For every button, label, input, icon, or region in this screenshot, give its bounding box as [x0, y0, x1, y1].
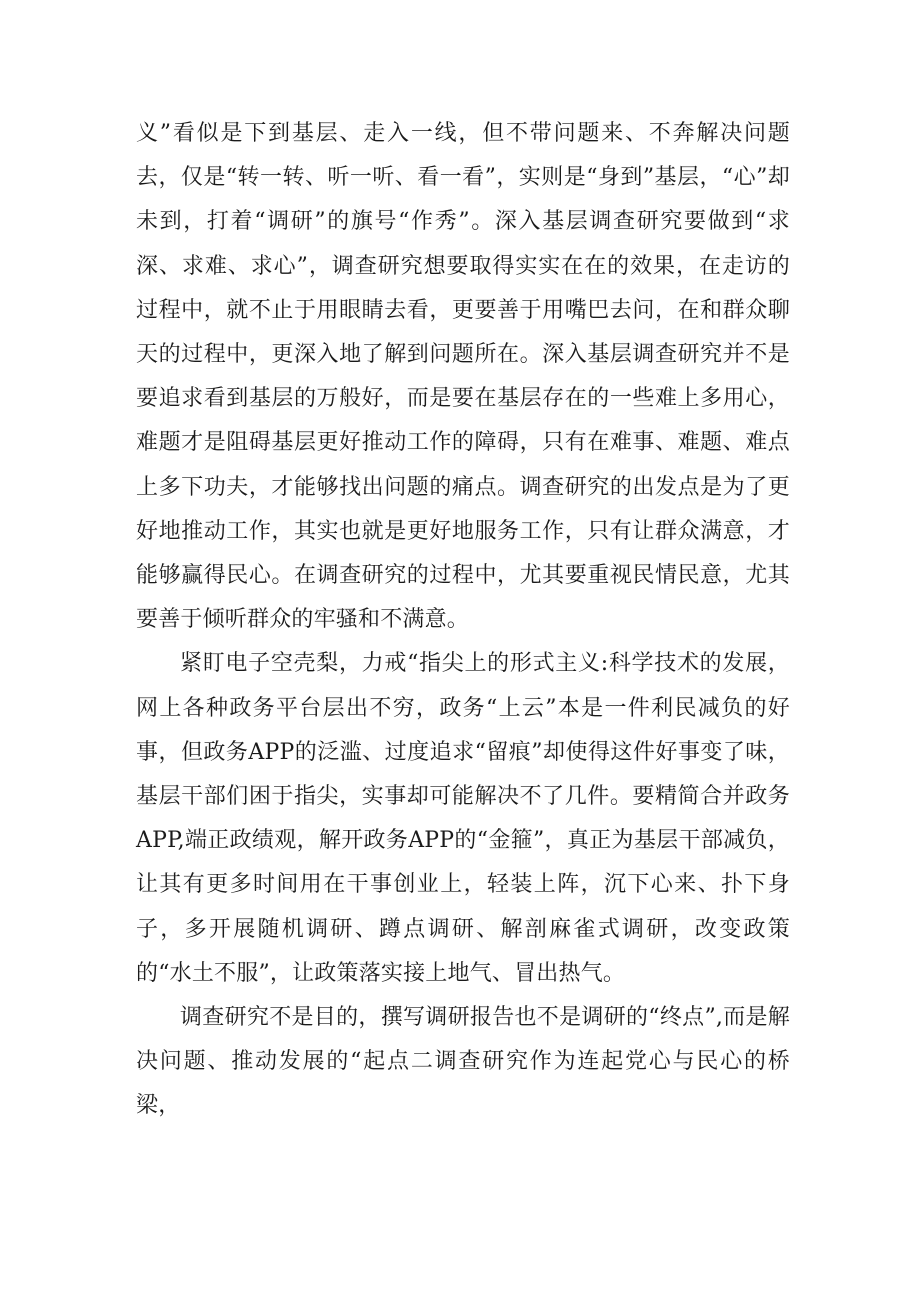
paragraph-2: 紧盯电子空壳梨，力戒“指尖上的形式主义:科学技术的发展，网上各种政务平台层出不穷，政务“上云”本是一件利民减负的好事，但政务APP的泛滥、过度追求“留痕”却使得这件好事变了味，基层干部们困于指尖，实事却可能解决不了几件。要精简合并政务APP,端正政绩观，解开政务APP的“金箍”，真正为基层干部减负，让其有更多时间用在干事创业上，轻装上阵，沉下心来、扑下身子，多开展随机调研、蹲点调研、解剖麻雀式调研，改变政策的“水土不服”，让政策落实接上地气、冒出热气。: [136, 651, 790, 986]
paragraph-3: 调查研究不是目的，撰写调研报告也不是调研的“终点”,而是解决问题、推动发展的“起点二调查研究作为连起党心与民心的桥梁，: [136, 1005, 790, 1119]
paragraph-1: 义”看似是下到基层、走入一线，但不带问题来、不奔解决问题去，仅是“转一转、听一听、看一看”，实则是“身到”基层，“心”却未到，打着“调研”的旗号“作秀”。深入基层调查研究要做到“求深、求难、求心”，调查研究想要取得实实在在的效果，在走访的过程中，就不止于用眼睛去看，更要善于用嘴巴去问，在和群众聊天的过程中，更深入地了解到问题所在。深入基层调查研究并不是要追求看到基层的万般好，而是要在基层存在的一些难上多用心，难题才是阻碍基层更好推动工作的障碍，只有在难事、难题、难点上多下功夫，才能够找出问题的痛点。调查研究的出发点是为了更好地推动工作，其实也就是更好地服务工作，只有让群众满意，才能够赢得民心。在调查研究的过程中，尤其要重视民情民意，尤其要善于倾听群众的牢骚和不满意。: [136, 121, 790, 633]
document-body: [136, 112, 790, 1129]
